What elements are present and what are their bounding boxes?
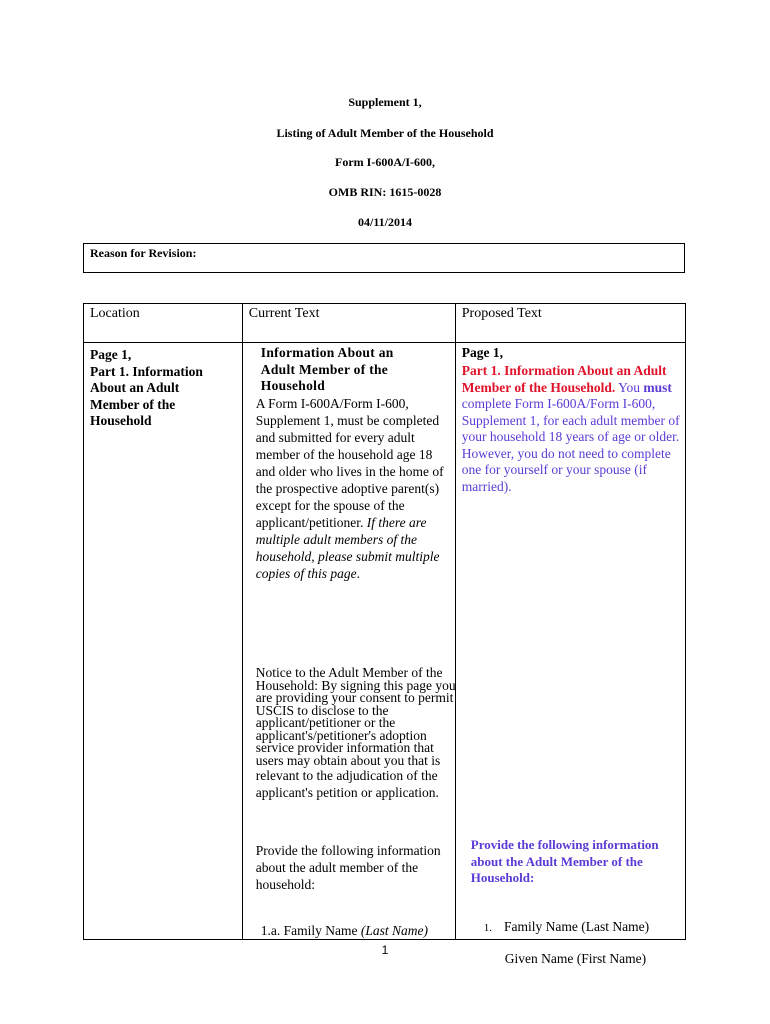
- current-heading: [261, 345, 394, 395]
- header-location: Location: [84, 304, 243, 343]
- current-body-text: A Form I-600A/Form I-600, Supplement 1, must be completed and submitted for every adult member of the household age 18 and older who lives in the home of the prospective adoptive parent(s) except for the spouse of the applicant/petitioner.: [255, 396, 444, 530]
- header-omb-rin: OMB RIN: 1615-0028: [328, 185, 442, 199]
- table-header-row: [84, 304, 686, 343]
- proposed-given-name: Given Name (First Name): [504, 951, 647, 966]
- proposed-text-cell: [455, 343, 685, 966]
- proposed-page: Page 1,: [461, 345, 504, 360]
- proposed-body-text: complete Form I-600A/Form I-600, Supplement 1, for each adult member of your household 18 years of age or older. However, you do not need to complete one for yourself or your spouse (if married).: [461, 396, 680, 494]
- header-proposed-text: Proposed Text: [455, 304, 685, 343]
- current-body: [256, 395, 452, 582]
- location-part: Part 1. Information: [90, 363, 203, 379]
- table-row: [84, 343, 686, 940]
- proposed-body: [462, 363, 684, 495]
- reason-for-revision-box: [83, 243, 685, 273]
- location-line4: Member of the: [90, 396, 176, 412]
- current-notice: [256, 667, 456, 801]
- location-line5: Household: [90, 413, 152, 428]
- location-cell: [84, 343, 243, 940]
- header-current-text: Current Text: [242, 304, 455, 343]
- location-line3: About an Adult: [90, 380, 180, 395]
- location-page: Page 1,: [90, 347, 132, 362]
- current-body-italic: If there are multiple adult members of the household, please submit multiple copies of this page: [255, 515, 440, 581]
- header-supplement: Supplement 1,: [348, 95, 422, 109]
- proposed-must: must: [643, 379, 672, 395]
- page-number: 1: [381, 943, 389, 957]
- current-item-1a: [261, 923, 428, 939]
- notice-text: Notice to the Adult Member of the Household: By signing this page you are providing your consent to permit USCIS to disclose to the applicant/petitioner or the applicant's/petitioner's adoption service provider information that users may obtain about you that is: [255, 665, 456, 768]
- proposed-item-label: Family Name (Last Name): [504, 919, 650, 934]
- item-1a-label: 1.a. Family Name: [260, 923, 361, 938]
- proposed-you: You: [615, 379, 644, 395]
- reason-for-revision-label: Reason for Revision:: [90, 246, 197, 260]
- proposed-provide-info: Provide the following information about the Adult Member of the Household:: [470, 837, 659, 885]
- header-date: 04/11/2014: [357, 215, 412, 229]
- item-1a-italic: (Last Name): [360, 923, 429, 938]
- header-listing-title: Listing of Adult Member of the Household: [276, 126, 494, 140]
- proposed-red-heading: Part 1. Information About an Adult Member of the Household.: [461, 363, 667, 395]
- current-body-period: .: [356, 566, 361, 581]
- notice-tail: relevant to the adjudication of the applicant's petition or application.: [255, 768, 439, 800]
- current-heading-line2: Adult Member of the: [260, 361, 389, 377]
- current-heading-line3: Household: [260, 378, 326, 393]
- header-form-number: Form I-600A/I-600,: [335, 155, 435, 169]
- proposed-item-number: 1.: [483, 922, 493, 934]
- current-text-cell: [242, 343, 455, 940]
- revision-table: [83, 303, 686, 966]
- current-provide-info: Provide the following information about the adult member of the household:: [255, 843, 441, 892]
- proposed-item-1: [484, 919, 649, 935]
- current-heading-line1: Information About an: [260, 345, 394, 360]
